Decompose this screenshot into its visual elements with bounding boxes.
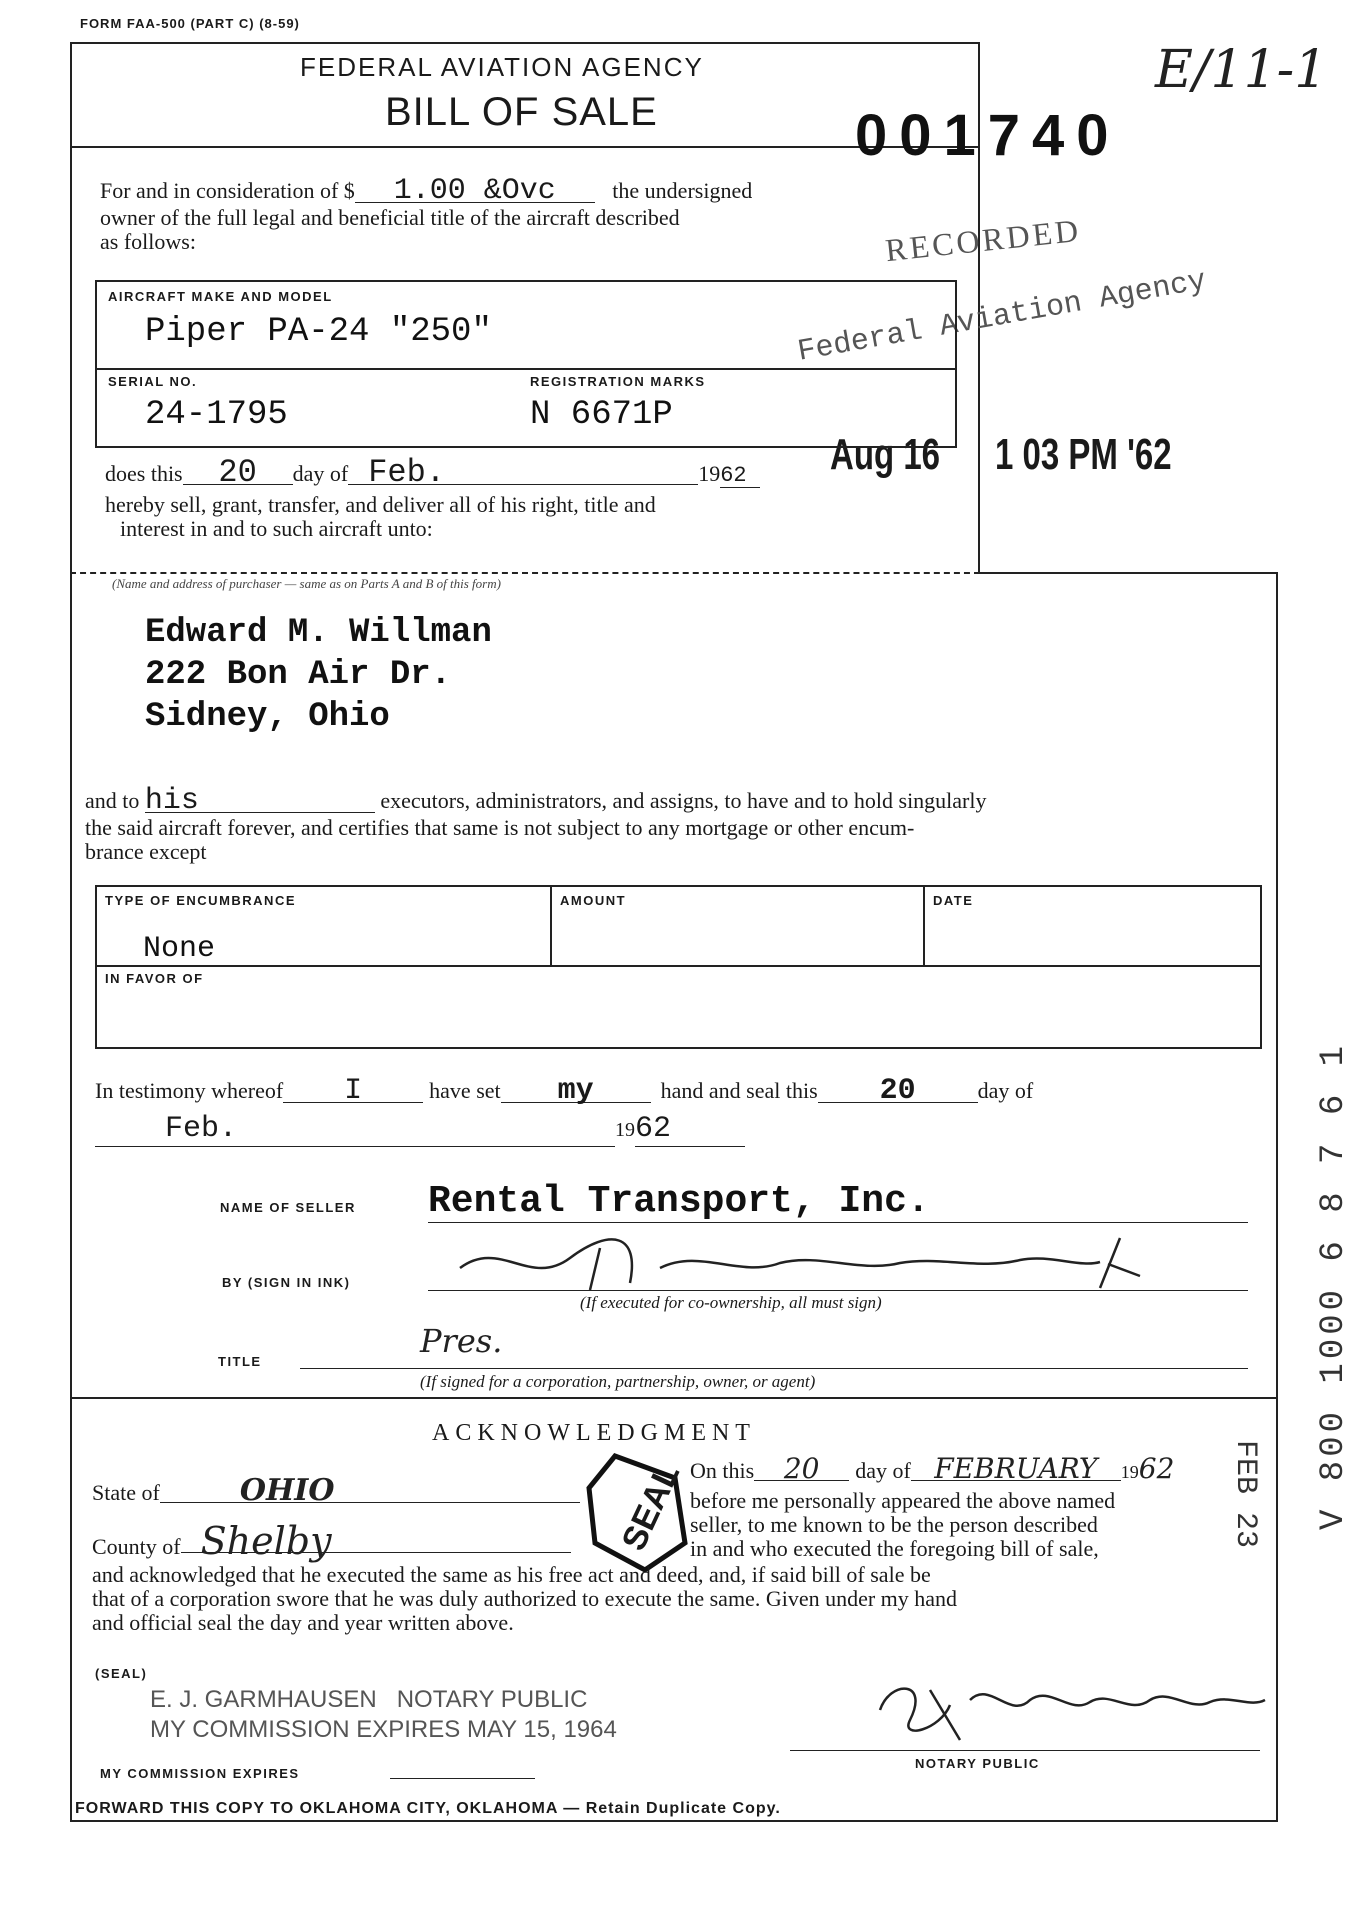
encumbrance-amount-label: AMOUNT xyxy=(560,893,627,908)
commission-expires-label: MY COMMISSION EXPIRES xyxy=(100,1766,300,1781)
recorded-stamp-time: 1 03 PM '62 xyxy=(995,430,1172,479)
document-number: 001740 xyxy=(855,103,1121,168)
serial-label: SERIAL NO. xyxy=(108,374,198,389)
form-number: FORM FAA-500 (PART C) (8-59) xyxy=(80,16,300,31)
ack-state-value: OHIO xyxy=(160,1480,580,1503)
recorded-stamp-agency: Federal Aviation Agency xyxy=(795,264,1209,370)
heirs-line-2: the said aircraft forever, and certifies that same is not subject to any mortgage or other encum- xyxy=(85,815,915,840)
corner-handwritten-note: E/11-1 xyxy=(1155,40,1328,100)
ack-right-line-2: seller, to me known to be the person described xyxy=(690,1512,1098,1537)
consideration-line-1 xyxy=(100,174,930,208)
notary-name-stamp: E. J. GARMHAUSEN NOTARY PUBLIC xyxy=(150,1686,588,1713)
encumbrance-favor-label: IN FAVOR OF xyxy=(105,971,204,986)
ack-month: FEBRUARY xyxy=(911,1458,1121,1481)
ack-year-prefix: 19 xyxy=(1120,1462,1139,1482)
seller-by-label: BY (SIGN IN INK) xyxy=(222,1275,351,1290)
form-bottom-border xyxy=(70,1820,1278,1822)
ack-full-line-1: and acknowledged that he executed the same as his free act and deed, and, if said bill of sale be xyxy=(92,1562,931,1587)
ack-right-line-3: in and who executed the foregoing bill of sale, xyxy=(690,1536,1099,1561)
commission-expires-line xyxy=(390,1778,535,1779)
encumbrance-box xyxy=(95,885,1262,1049)
consideration-suffix: the undersigned xyxy=(612,178,753,203)
recorded-stamp: RECORDED xyxy=(883,211,1083,269)
ack-full-line-2: that of a corporation swore that he was duly authorized to execute the same. Given under my hand xyxy=(92,1586,958,1611)
consideration-amount: 1.00 &Ovc xyxy=(355,180,595,203)
consideration-line-2: owner of the full legal and beneficial title of the aircraft described xyxy=(100,205,680,230)
encumbrance-type-value: None xyxy=(143,932,216,966)
transfer-day: 20 xyxy=(183,462,293,485)
title-divider xyxy=(70,146,980,148)
upper-box-top-border xyxy=(70,42,980,44)
recorded-stamp-date: Aug 16 xyxy=(830,430,941,479)
testimony-prefix: In testimony whereof xyxy=(95,1078,284,1103)
registration-label: REGISTRATION MARKS xyxy=(530,374,706,389)
ack-year: 62 xyxy=(1138,1452,1175,1485)
seller-title-value: Pres. xyxy=(420,1322,503,1360)
testimony-day: 20 xyxy=(818,1080,978,1103)
transfer-line-3: interest in and to such aircraft unto: xyxy=(120,516,433,541)
seller-title-note: (If signed for a corporation, partnership, owner, or agent) xyxy=(420,1372,816,1391)
ack-county-label: County of xyxy=(92,1534,181,1559)
consideration-line-3: as follows: xyxy=(100,229,196,254)
consideration-prefix: For and in consideration of $ xyxy=(100,178,355,203)
acknowledgment-heading: ACKNOWLEDGMENT xyxy=(432,1420,756,1446)
side-stamp-date: FEB 23 xyxy=(1228,1440,1262,1549)
ack-state-label: State of xyxy=(92,1480,160,1505)
encumbrance-col-2 xyxy=(923,885,925,965)
ack-on-this-line xyxy=(690,1452,1270,1485)
day-of-label: day of xyxy=(292,461,349,486)
acknowledgment-divider xyxy=(70,1397,1278,1399)
notary-public-label: NOTARY PUBLIC xyxy=(915,1756,1040,1771)
ack-state-line xyxy=(92,1473,580,1508)
transfer-year-prefix: 19 xyxy=(698,461,721,486)
testimony-line-2 xyxy=(95,1112,775,1147)
ack-day: 20 xyxy=(754,1458,849,1481)
seller-name-line xyxy=(428,1222,1248,1223)
seller-title-label: TITLE xyxy=(218,1354,262,1369)
purchaser-name: Edward M. Willman xyxy=(145,614,492,652)
testimony-day-of: day of xyxy=(977,1078,1034,1103)
heirs-line-1 xyxy=(85,784,1275,818)
notary-signature xyxy=(870,1660,1270,1750)
does-this-label: does this xyxy=(105,461,183,486)
notary-signature-line xyxy=(790,1750,1260,1751)
purchaser-street: 222 Bon Air Dr. xyxy=(145,656,452,694)
page-title: BILL OF SALE xyxy=(385,90,658,134)
aircraft-make-label: AIRCRAFT MAKE AND MODEL xyxy=(108,289,333,304)
seller-title-line xyxy=(300,1368,1248,1369)
seller-by-note: (If executed for co-ownership, all must sign) xyxy=(580,1293,882,1312)
ack-county-line xyxy=(92,1519,571,1563)
aircraft-box-divider xyxy=(95,368,957,370)
agency-heading: FEDERAL AVIATION AGENCY xyxy=(300,52,704,82)
seller-name-label: NAME OF SELLER xyxy=(220,1200,356,1215)
encumbrance-type-label: TYPE OF ENCUMBRANCE xyxy=(105,893,297,908)
ack-on-this: On this xyxy=(690,1458,755,1483)
forward-instructions: FORWARD THIS COPY TO OKLAHOMA CITY, OKLAHOMA — Retain Duplicate Copy. xyxy=(75,1800,781,1817)
ack-full-line-3: and official seal the day and year written above. xyxy=(92,1610,514,1635)
testimony-line-1 xyxy=(95,1074,1275,1108)
aircraft-make-value: Piper PA-24 "250" xyxy=(145,313,492,351)
ack-county-value: Shelby xyxy=(181,1530,571,1553)
upper-box-left-border xyxy=(70,42,72,1822)
testimony-whose: my xyxy=(501,1080,651,1103)
purchaser-city: Sidney, Ohio xyxy=(145,698,390,736)
ack-day-of: day of xyxy=(855,1458,911,1483)
side-stamp-number: V 800 1000 6 8 7 6 1 xyxy=(1315,1041,1353,1530)
transfer-line-2: hereby sell, grant, transfer, and deliver all of his right, title and xyxy=(105,492,656,517)
testimony-month: Feb. xyxy=(95,1112,615,1147)
testimony-hand-seal: hand and seal this xyxy=(660,1078,818,1103)
encumbrance-row-divider xyxy=(95,965,1260,967)
ack-right-line-1: before me personally appeared the above named xyxy=(690,1488,1116,1513)
heirs-line-3: brance except xyxy=(85,839,207,864)
encumbrance-date-label: DATE xyxy=(933,893,974,908)
ack-seal-label: (SEAL) xyxy=(95,1666,148,1681)
heirs-prefix: and to xyxy=(85,788,140,813)
registration-value: N 6671P xyxy=(530,396,673,434)
purchaser-note: (Name and address of purchaser — same as on Parts A and B of this form) xyxy=(112,576,501,591)
heirs-value: his xyxy=(145,790,375,813)
heirs-suffix: executors, administrators, and assigns, to have and to hold singularly xyxy=(380,788,987,813)
purchaser-divider xyxy=(70,572,980,574)
testimony-who: I xyxy=(283,1080,423,1103)
testimony-year-prefix: 19 xyxy=(615,1119,635,1141)
notary-expires-stamp: MY COMMISSION EXPIRES MAY 15, 1964 xyxy=(150,1716,617,1743)
seller-signature xyxy=(440,1228,1160,1298)
transfer-year: 62 xyxy=(720,465,760,488)
step-border xyxy=(978,572,1278,574)
notary-seal-text: SEAL xyxy=(614,1458,688,1557)
testimony-have-set: have set xyxy=(429,1078,501,1103)
serial-value: 24-1795 xyxy=(145,396,288,434)
seller-name-value: Rental Transport, Inc. xyxy=(428,1180,930,1223)
testimony-year: 62 xyxy=(635,1112,745,1147)
encumbrance-col-1 xyxy=(550,885,552,965)
transfer-month: Feb. xyxy=(348,462,698,485)
lower-box-right-border xyxy=(1276,572,1278,1822)
